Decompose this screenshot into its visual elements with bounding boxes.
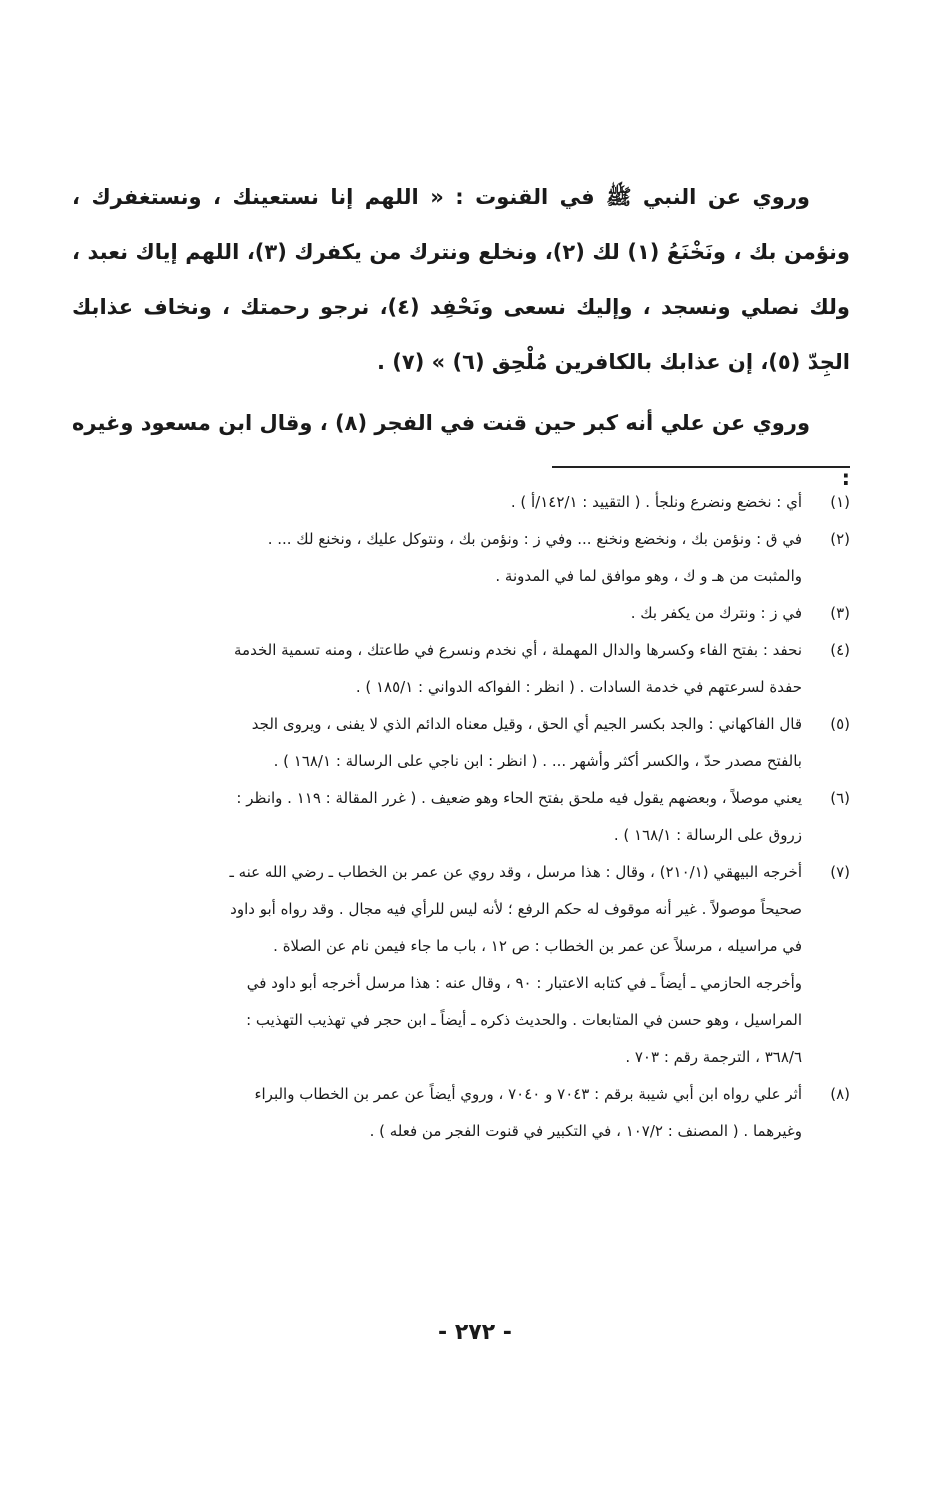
footnote-line: بالفتح مصدر حدّ ، والكسر أكثر وأشهر ... . ( انظر : ابن ناجي على الرسالة : ١٦٨/١ ) . (273, 752, 802, 770)
footnote-text (72, 484, 802, 521)
footnote-8 (72, 1076, 850, 1150)
main-body-text (72, 170, 850, 506)
footnote-6 (72, 780, 850, 854)
footnote-7 (72, 854, 850, 1076)
footnotes-section (72, 484, 850, 1150)
footnote-1 (72, 484, 850, 521)
footnote-line: في ق : ونؤمن بك ، ونخضع ونخنع ... وفي ز : ونؤمن بك ، ونتوكل عليك ، ونخنع لك ... . (267, 530, 802, 548)
footnote-number: (١) (830, 493, 850, 511)
footnote-line: ٣٦٨/٦ ، الترجمة رقم : ٧٠٣ . (625, 1048, 802, 1066)
footnote-line: المراسيل ، وهو حسن في المتابعات . والحديث ذكره ـ أيضاً ـ ابن حجر في تهذيب التهذيب : (246, 1011, 802, 1029)
footnote-number: (٤) (830, 641, 850, 659)
footnote-text (72, 595, 802, 632)
footnote-text (72, 854, 802, 1076)
footnote-text (72, 706, 802, 780)
footnote-line: أخرجه البيهقي (٢١٠/١) ، وقال : هذا مرسل ، وقد روي عن عمر بن الخطاب ـ رضي الله عنه ـ (229, 863, 802, 881)
footnote-line: وغيرهما . ( المصنف : ١٠٧/٢ ، في التكبير في قنوت الفجر من فعله ) . (369, 1122, 802, 1140)
footnote-line: والمثبت من هـ و ك ، وهو موافق لما في المدونة . (495, 567, 802, 585)
footnote-line: يعني موصلاً ، وبعضهم يقول فيه ملحق بفتح الحاء وهو ضعيف . ( غرر المقالة : ١١٩ . وانظر : (236, 789, 802, 807)
footnote-number: (٦) (830, 789, 850, 807)
footnote-text (72, 521, 802, 595)
body-paragraph-2: وروي عن علي أنه كبر حين قنت في الفجر (٨) ، وقال ابن مسعود وغيره : (72, 411, 850, 490)
footnote-text (72, 780, 802, 854)
footnote-5 (72, 706, 850, 780)
footnote-2 (72, 521, 850, 595)
footnote-4 (72, 632, 850, 706)
footnote-line: حفدة لسرعتهم في خدمة السادات . ( انظر : الفواكه الدواني : ١٨٥/١ ) . (355, 678, 802, 696)
footnote-text (72, 632, 802, 706)
footnote-line: أثر علي رواه ابن أبي شيبة برقم : ٧٠٤٣ و ٧٠٤٠ ، وروي أيضاً عن عمر بن الخطاب والبراء (254, 1085, 802, 1103)
footnote-number: (٣) (830, 604, 850, 622)
page-number: - ٢٧٢ - (438, 1320, 512, 1345)
footnote-text (72, 1076, 802, 1150)
footnote-3 (72, 595, 850, 632)
footnote-line: وأخرجه الحازمي ـ أيضاً ـ في كتابه الاعتبار : ٩٠ ، وقال عنه : هذا مرسل أخرجه أبو داود في (246, 974, 802, 992)
footnote-line: في ز : ونترك من يكفر بك . (630, 604, 802, 622)
footnote-number: (٥) (830, 715, 850, 733)
footnote-separator (552, 466, 850, 468)
footnote-number: (٨) (830, 1085, 850, 1103)
footnote-line: صحيحاً موصولاً . غير أنه موقوف له حكم الرفع ؛ لأنه ليس للرأي فيه مجال . وقد رواه أبو داود (230, 900, 802, 918)
body-paragraph-1: وروي عن النبي ﷺ في القنوت : « اللهم إنا نستعينك ، ونستغفرك ، ونؤمن بك ، ونَخْنَعُ (١) لك (٢)، ونخلع ونترك من يكفرك (٣)، اللهم إياك نعبد ، ولك نصلي ونسجد ، وإليك نسعى ونَحْفِد (٤)، نرجو رحمتك ، ونخاف عذابك الجِدّ (٥)، إن عذابك بالكافرين مُلْحِق (٦) » (٧) . (72, 185, 850, 374)
footnote-number: (٧) (830, 863, 850, 881)
footnote-line: زروق على الرسالة : ١٦٨/١ ) . (613, 826, 802, 844)
footnote-number: (٢) (830, 530, 850, 548)
footnote-line: قال الفاكهاني : والجد بكسر الجيم أي الحق ، وقيل معناه الدائم الذي لا يفنى ، ويروى الجد (251, 715, 802, 733)
footnote-line: نحفد : بفتح الفاء وكسرها والدال المهملة ، أي نخدم ونسرع في طاعتك ، ومنه تسمية الخدمة (234, 641, 802, 659)
footnote-line: أي : نخضع ونضرع ونلجأ . ( التقييد : ١٤٢/١/أ ) . (510, 493, 802, 511)
footnote-line: في مراسيله ، مرسلاً عن عمر بن الخطاب : ص ١٢ ، باب ما جاء فيمن نام عن الصلاة . (273, 937, 802, 955)
